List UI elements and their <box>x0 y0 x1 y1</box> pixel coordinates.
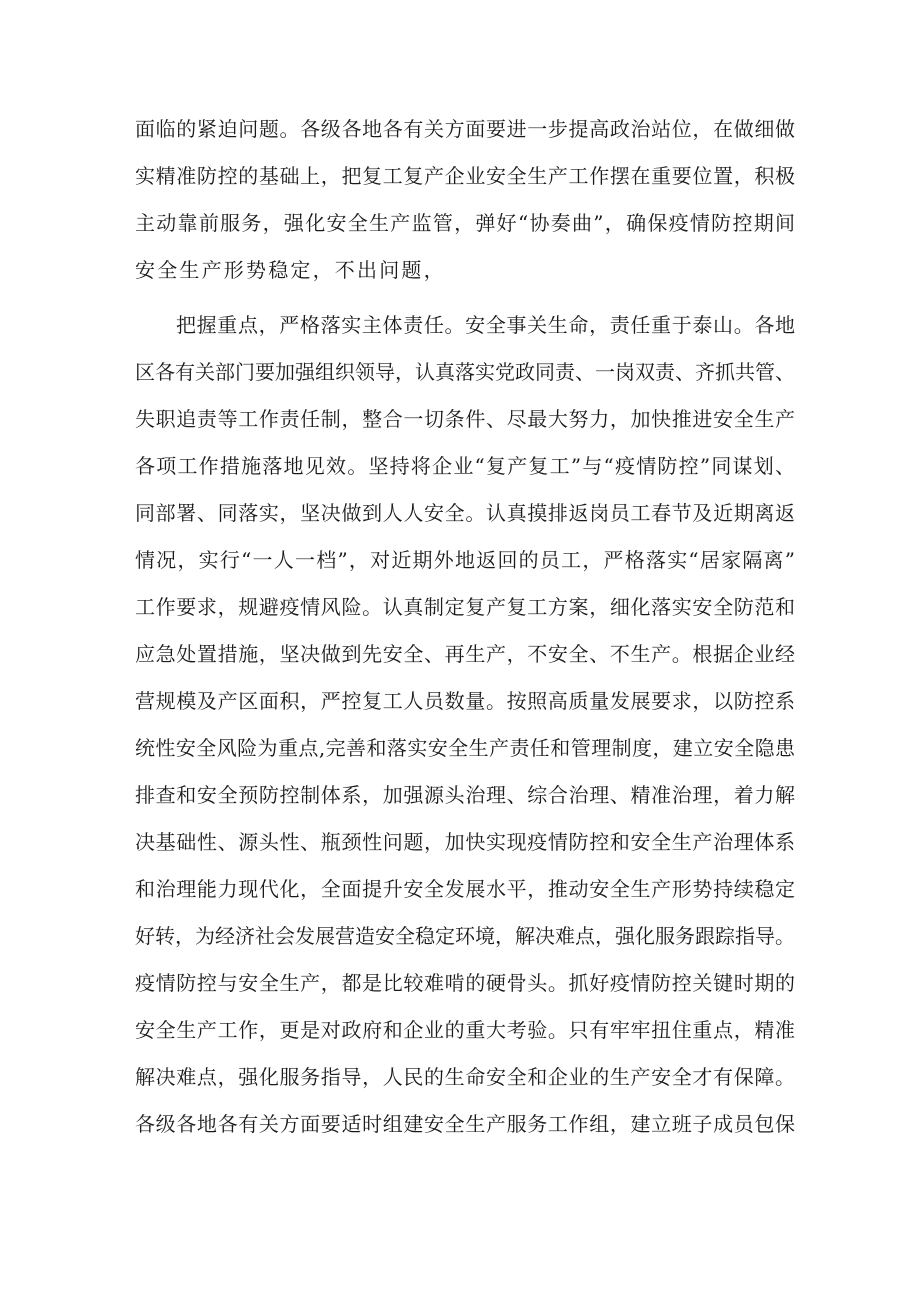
text-line: 决基础性、源头性、瓶颈性问题，加快实现疫情防控和安全生产治理体系 <box>135 830 795 854</box>
text-line: 各级各地各有关方面要适时组建安全生产服务工作组，建立班子成员包保 <box>135 1112 795 1136</box>
text-line: 同部署、同落实，坚决做到人人安全。认真摸排返岗员工春节及近期离返 <box>135 501 795 525</box>
text-line: 情况，实行“一人一档”，对近期外地返回的员工，严格落实“居家隔离” <box>135 548 795 572</box>
text-line: 和治理能力现代化，全面提升安全发展水平，推动安全生产形势持续稳定 <box>135 877 795 901</box>
text-line: 安全生产形势稳定，不出问题， <box>135 258 446 282</box>
paragraph-first-line: 把握重点，严格落实主体责任。安全事关生命，责任重于泰山。各地 <box>176 313 795 337</box>
text-line: 各项工作措施落地见效。坚持将企业“复产复工”与“疫情防控”同谋划、 <box>135 454 795 478</box>
text-line: 实精准防控的基础上，把复工复产企业安全生产工作摆在重要位置，积极 <box>135 164 795 188</box>
text-line: 工作要求，规避疫情风险。认真制定复产复工方案，细化落实安全防范和 <box>135 595 795 619</box>
text-line: 疫情防控与安全生产，都是比较难啃的硬骨头。抓好疫情防控关键时期的 <box>135 971 795 995</box>
text-line: 安全生产工作，更是对政府和企业的重大考验。只有牢牢扭住重点，精准 <box>135 1018 795 1042</box>
text-line: 区各有关部门要加强组织领导，认真落实党政同责、一岗双责、齐抓共管、 <box>135 360 795 384</box>
text-line: 好转，为经济社会发展营造安全稳定环境，解决难点，强化服务跟踪指导。 <box>135 924 795 948</box>
text-line: 统性安全风险为重点,完善和落实安全生产责任和管理制度，建立安全隐患 <box>135 736 795 760</box>
text-line: 失职追责等工作责任制，整合一切条件、尽最大努力，加快推进安全生产 <box>135 407 795 431</box>
text-line: 面临的紧迫问题。各级各地各有关方面要进一步提高政治站位，在做细做 <box>135 117 795 141</box>
text-line: 应急处置措施，坚决做到先安全、再生产，不安全、不生产。根据企业经 <box>135 642 795 666</box>
text-line: 主动靠前服务，强化安全生产监管，弹好“协奏曲”，确保疫情防控期间 <box>135 211 795 235</box>
text-line: 解决难点，强化服务指导，人民的生命安全和企业的生产安全才有保障。 <box>135 1065 795 1089</box>
text-line: 排查和安全预防控制体系，加强源头治理、综合治理、精准治理，着力解 <box>135 783 795 807</box>
text-line: 营规模及产区面积，严控复工人员数量。按照高质量发展要求，以防控系 <box>135 689 795 713</box>
